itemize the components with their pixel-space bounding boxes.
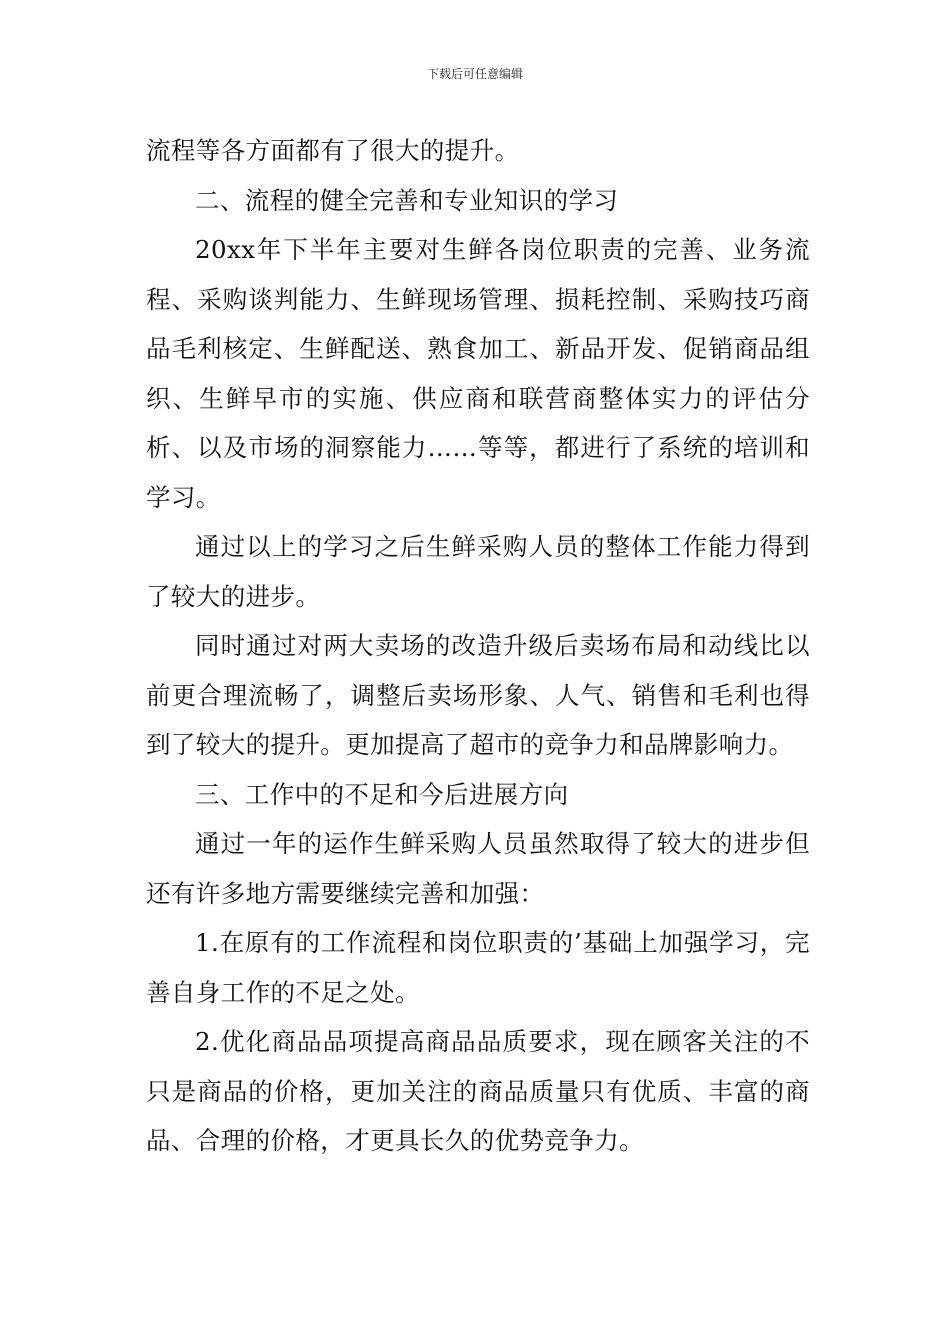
list-item-1: 1.在原有的工作流程和岗位职责的’基础上加强学习，完善自身工作的不足之处。 <box>146 928 810 1007</box>
paragraph-store-upgrade: 同时通过对两大卖场的改造升级后卖场布局和动线比以前更合理流畅了，调整后卖场形象、人气、销售和毛利也得到了较大的提升。更加提高了超市的竞争力和品牌影响力。 <box>146 631 810 759</box>
paragraph-training: 20xx年下半年主要对生鲜各岗位职责的完善、业务流程、采购谈判能力、生鲜现场管理、损耗控制、采购技巧商品毛利核定、生鲜配送、熟食加工、新品开发、促销商品组织、生鲜早市的实施、供应商和联营商整体实力的评估分析、以及市场的洞察能力……等等，都进行了系统的培训和学习。 <box>146 235 810 512</box>
paragraph-progress: 通过以上的学习之后生鲜采购人员的整体工作能力得到了较大的进步。 <box>146 532 810 611</box>
list-item-2: 2.优化商品品项提高商品品质要求，现在顾客关注的不只是商品的价格，更加关注的商品质量只有优质、丰富的商品、合理的价格，才更具长久的优势竞争力。 <box>146 1027 810 1155</box>
paragraph-continuation: 流程等各方面都有了很大的提升。 <box>146 136 520 165</box>
page-header: 下载后可任意编辑 <box>426 67 523 81</box>
document-body <box>146 126 810 1166</box>
section-heading-3: 三、工作中的不足和今后进展方向 <box>195 779 569 809</box>
paragraph-shortcomings: 通过一年的运作生鲜采购人员虽然取得了较大的进步但还有许多地方需要继续完善和加强： <box>146 829 810 908</box>
section-heading-2: 二、流程的健全完善和专业知识的学习 <box>195 185 619 215</box>
